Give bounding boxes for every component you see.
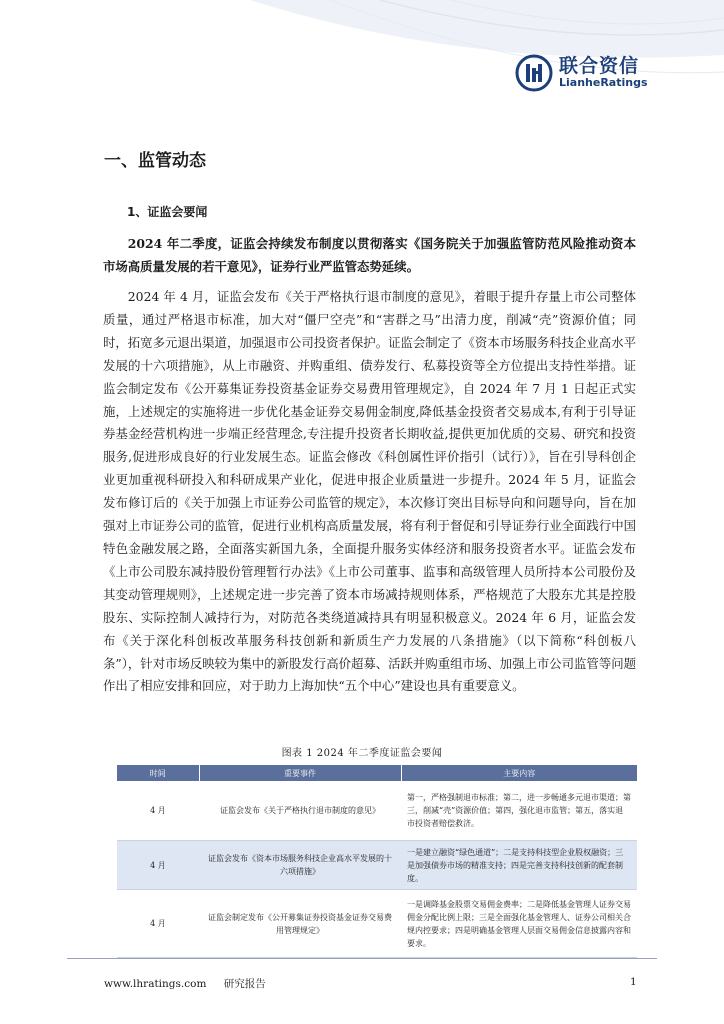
body-text: 2024 年 4 月，证监会发布《关于严格执行退市制度的意见》，着眼于提升存量上市公司整体质量，通过严格退市标准，加大对“僵尸空壳”和“害群之马”出清力度，削减“壳”资源价值；同时，拓宽多元退出渠道，加强退市公司投资者保护。证监会制定了《资本市场服务科技企业高水平发展的十六项措施》，从上市融资、并购重组、债券发行、私募投资等全方位提出支持性举措。证监会制定发布《公开募集证券投资基金证券交易费用管理规定》，自 2024 年 7 月 1 日起正式实施，上述规定的实施将进一步优化基金证券交易佣金制度,降低基金投资者交易成本,有利于引导证券基金经营机构进一步端正经营理念,专注提升投资者长期收益,提供更加优质的交易、研究和投资服务,促进形成良好的行业发展生态。证监会修改《科创属性评价指引（试行）》，旨在引导科创企业更加重视科研投入和科研成果产业化，促进申报企业质量进一步提升。2024 年 5 月，证监会发布修订后的《关于加强上市证券公司监管的规定》，本次修订突出目标导向和问题导向，旨在加强对上市证券公司的监管，促进行业机构高质量发展，将有利于督促和引导证券行业全面践行中国特色金融发展之路，全面落实新国九条，全面提升服务实体经济和服务投资者水平。证监会发布《上市公司股东减持股份管理暂行办法》《上市公司董事、监事和高级管理人员所持本公司股份及其变动管理规则》，上述规定进一步完善了资本市场减持规则体系，严格规范了大股东尤其是控股股东、实际控制人减持行为，对防范各类绕道减持具有明显积极意义。2024 年 6 月，证监会发布《关于深化科创板改革服务科技创新和新质生产力发展的八条措施》（以下简称“科创板八条”），针对市场反映较为集中的新股发行高价超募、活跃并购重组市场、加强上市公司监管等问题作出了相应安排和回应，对于助力上海加快“五个中心”建设也具有重要意义。 — [103, 289, 636, 694]
cell-event: 证监会发布《关于严格执行退市制度的意见》 — [199, 781, 401, 841]
lead-text: 2024 年二季度，证监会持续发布制度以贯彻落实《国务院关于加强监管防范风险推动资本市场高质量发展的若干意见》，证券行业严监管态势延续。 — [103, 236, 636, 274]
cell-event: 证监会发布《资本市场服务科技企业高水平发展的十六项措施》 — [199, 841, 401, 890]
table-header-row — [117, 765, 637, 781]
brand-name-cn: 联合资信 — [559, 55, 640, 77]
footer-divider — [67, 958, 657, 959]
footer-site-link[interactable]: www.lhratings.com — [104, 978, 207, 990]
events-table — [117, 765, 637, 958]
cell-content: 一是调降基金股票交易佣金费率；二是降低基金管理人证券交易佣金分配比例上限；三是全面强化基金管理人、证券公司相关合规内控要求；四是明确基金管理人层面交易佣金信息披露内容和要求。 — [401, 890, 637, 958]
cell-content: 一是建立融资“绿色通道”；二是支持科技型企业股权融资；三是加强债券市场的精准支持；四是完善支持科技创新的配套制度。 — [401, 841, 637, 890]
table-row — [117, 841, 637, 890]
page-number: 1 — [630, 976, 637, 988]
brand-name-en: LianheRatings — [559, 76, 648, 89]
header-event: 重要事件 — [199, 765, 401, 781]
lianhe-logo-icon — [515, 54, 553, 92]
table-row — [117, 890, 637, 958]
footer-label: 研究报告 — [223, 978, 266, 990]
table-caption: 图表 1 2024 年二季度证监会要闻 — [281, 748, 443, 759]
cell-time: 4 月 — [117, 781, 199, 841]
body-paragraph — [103, 286, 636, 698]
section-subtitle: 1、证监会要闻 — [127, 205, 208, 219]
header-time: 时间 — [117, 765, 199, 781]
header-content: 主要内容 — [401, 765, 637, 781]
cell-time: 4 月 — [117, 841, 199, 890]
cell-time: 4 月 — [117, 890, 199, 958]
cell-content: 第一，严格强制退市标准；第二，进一步畅通多元退市渠道；第三，削减“壳”资源价值；第四，强化退市监管；第五，落实退市投资者赔偿救济。 — [401, 781, 637, 841]
footer — [104, 976, 280, 991]
lead-paragraph — [103, 233, 636, 279]
brand-logo — [515, 54, 648, 92]
cell-event: 证监会制定发布《公开募集证券投资基金证券交易费用管理规定》 — [199, 890, 401, 958]
table-row — [117, 781, 637, 841]
section-title: 一、监管动态 — [104, 151, 206, 171]
